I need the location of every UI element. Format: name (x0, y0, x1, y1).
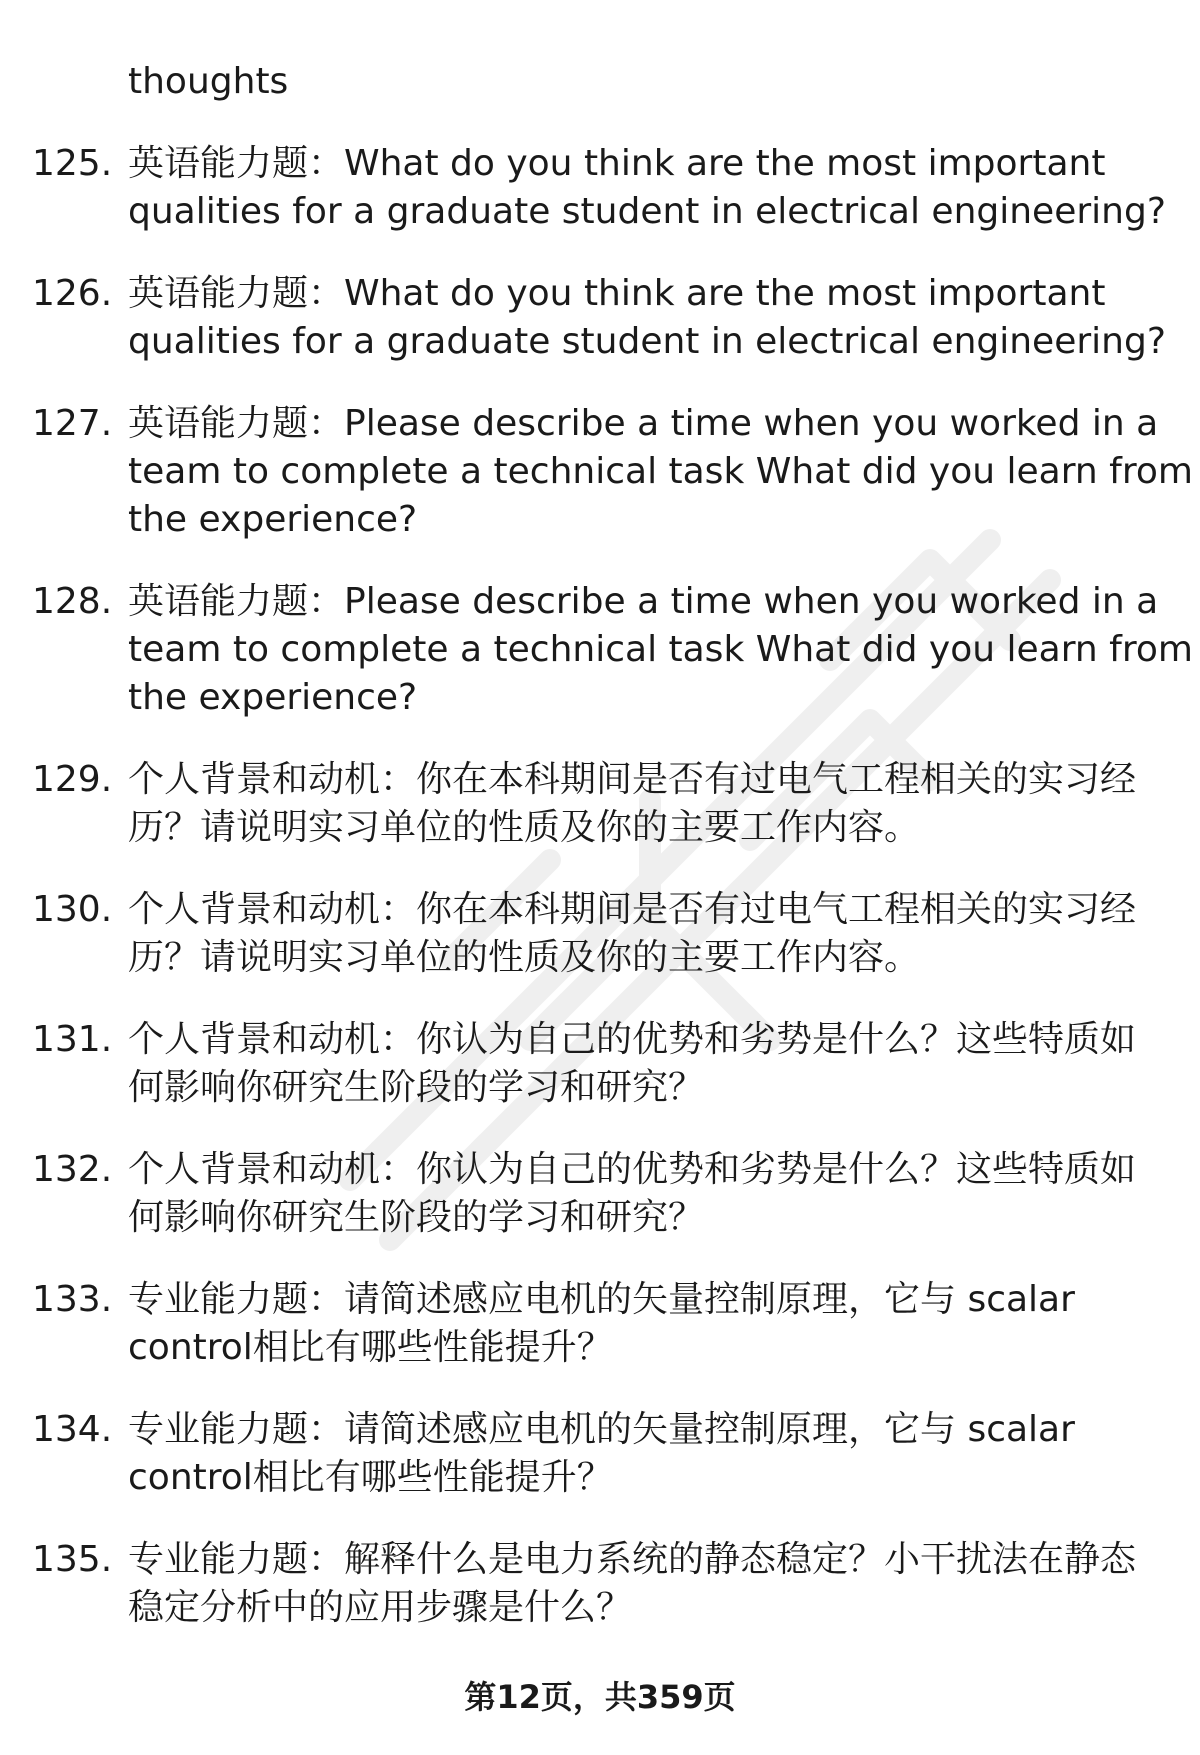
question-item (0, 1406, 1200, 1502)
question-text (128, 140, 1166, 236)
question-line: 英语能力题：Please describe a time when you worked in a (128, 581, 1159, 622)
question-line: 何影响你研究生阶段的学习和研究？ (128, 1197, 705, 1238)
question-number: 126. (32, 273, 113, 314)
question-number: 135. (32, 1539, 113, 1580)
question-item (0, 400, 1200, 544)
question-line: team to complete a technical task What did you learn from (128, 629, 1193, 670)
page-footer: 第12页，共359页 (464, 1678, 736, 1716)
question-number: 134. (32, 1409, 113, 1450)
question-line: 专业能力题：请简述感应电机的矢量控制原理，它与 scalar (128, 1409, 1075, 1450)
question-line: 英语能力题：What do you think are the most important (128, 143, 1106, 184)
question-text (128, 578, 1193, 722)
question-item (0, 270, 1200, 366)
question-line: 英语能力题：Please describe a time when you worked in a (128, 403, 1159, 444)
question-line: 个人背景和动机：你认为自己的优势和劣势是什么？这些特质如 (128, 1019, 1137, 1060)
question-line: control相比有哪些性能提升？ (128, 1327, 613, 1368)
question-item (0, 140, 1200, 236)
question-line: 专业能力题：请简述感应电机的矢量控制原理，它与 scalar (128, 1279, 1075, 1320)
question-text (128, 270, 1166, 366)
question-line: 历？请说明实习单位的性质及你的主要工作内容。 (128, 937, 921, 978)
question-item (0, 886, 1200, 982)
lead-text: thoughts (128, 61, 289, 102)
question-text (128, 756, 1148, 852)
question-line: 历？请说明实习单位的性质及你的主要工作内容。 (128, 807, 921, 848)
question-number: 132. (32, 1149, 113, 1190)
question-number: 125. (32, 143, 113, 184)
question-item (0, 1276, 1200, 1372)
question-item (0, 578, 1200, 722)
question-number: 127. (32, 403, 113, 444)
question-text (128, 1016, 1148, 1112)
question-line: 何影响你研究生阶段的学习和研究？ (128, 1067, 705, 1108)
question-line: the experience? (128, 499, 418, 540)
question-line: team to complete a technical task What did you learn from (128, 451, 1193, 492)
question-list (0, 140, 1200, 1666)
question-number: 128. (32, 581, 113, 622)
question-line: 个人背景和动机：你在本科期间是否有过电气工程相关的实习经 (128, 759, 1137, 800)
question-number: 129. (32, 759, 113, 800)
question-text (128, 1536, 1148, 1632)
question-text (128, 1276, 1148, 1372)
question-line: control相比有哪些性能提升？ (128, 1457, 613, 1498)
question-text (128, 1146, 1148, 1242)
question-line: 英语能力题：What do you think are the most important (128, 273, 1106, 314)
question-text (128, 1406, 1148, 1502)
question-line: 专业能力题：解释什么是电力系统的静态稳定？小干扰法在静态 (128, 1539, 1137, 1580)
question-number: 130. (32, 889, 113, 930)
question-item (0, 1536, 1200, 1632)
question-line: qualities for a graduate student in electrical engineering? (128, 191, 1166, 232)
question-number: 133. (32, 1279, 113, 1320)
question-line: 个人背景和动机：你在本科期间是否有过电气工程相关的实习经 (128, 889, 1137, 930)
question-item (0, 1016, 1200, 1112)
question-text (128, 400, 1193, 544)
question-line: 稳定分析中的应用步骤是什么？ (128, 1587, 633, 1628)
question-line: 个人背景和动机：你认为自己的优势和劣势是什么？这些特质如 (128, 1149, 1137, 1190)
question-number: 131. (32, 1019, 113, 1060)
question-text (128, 886, 1148, 982)
question-item (0, 1146, 1200, 1242)
question-line: qualities for a graduate student in electrical engineering? (128, 321, 1166, 362)
question-line: the experience? (128, 677, 418, 718)
question-item (0, 756, 1200, 852)
